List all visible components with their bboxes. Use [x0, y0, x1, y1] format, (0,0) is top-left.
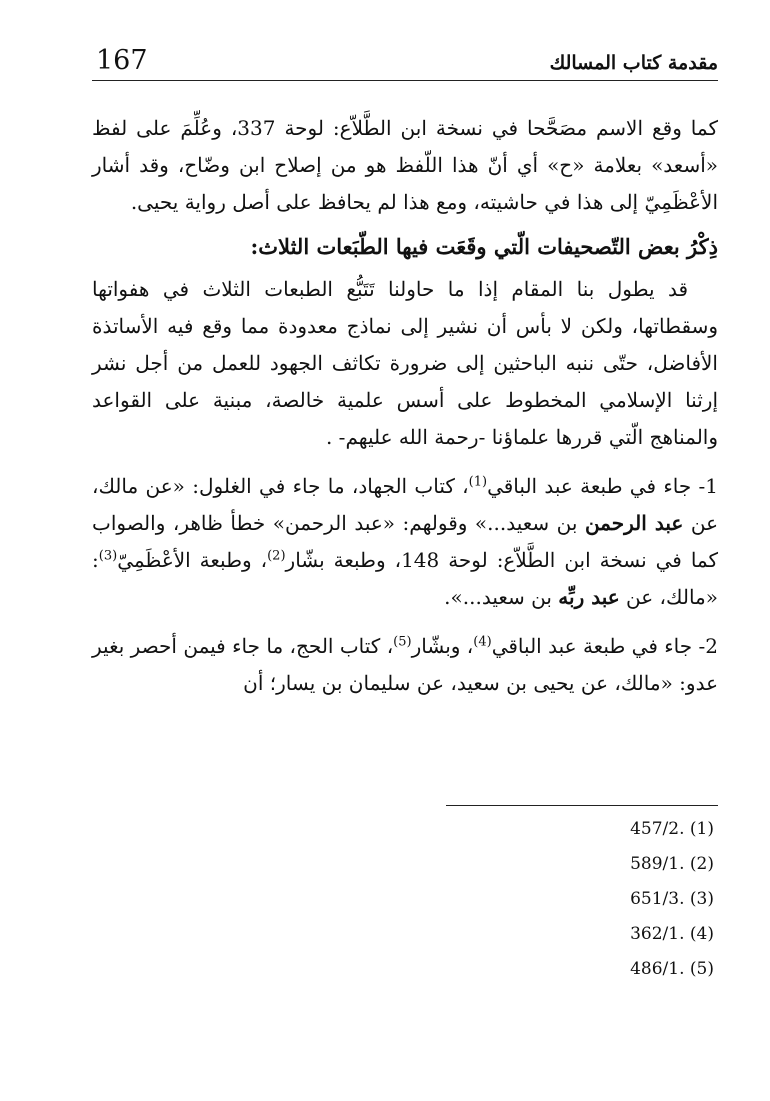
page-number: 167: [96, 45, 148, 76]
item-1-emphasis: عبد الرحمن: [584, 511, 684, 535]
footnotes-list: [92, 812, 718, 987]
paragraph-2-text: قد يطول بنا المقام إذا ما حاولنا تَتَبُّع الطبعات الثلاث في هفواتها وسقطاتها، ولكن لا بأس أن نشير إلى نماذج معدودة مما وقع فيه الأساتذة الأفاضل، حتّى ننبه الباحثين إلى ضرورة تكاثف الجهود للعمل من أجل نشر إرثنا الإسلامي المخطوط على أسس علمية خالصة، مبنية على القواعد والمناهج الّتي قررها علماؤنا -رحمة الله عليهم- .: [92, 277, 718, 449]
spacer: [92, 616, 718, 628]
footnote-number: (4): [689, 924, 714, 944]
item-2-text: 2- جاء في طبعة عبد الباقي: [491, 634, 718, 658]
footnote-item: [92, 917, 718, 952]
item-2-text: ، كتاب الحج، ما جاء فيمن أحصر بغير عدو: «مالك، عن يحيى بن سعيد، عن سليمان بن يسار؛ أن: [92, 634, 718, 695]
page-header: [92, 40, 718, 81]
footnote-item: [92, 882, 718, 917]
footnote-ref-4[interactable]: (4): [473, 634, 492, 650]
footnote-divider: [446, 805, 718, 806]
item-1-text: بن سعيد...».: [444, 585, 559, 609]
footnote-reference: .589/1: [630, 854, 685, 874]
footnote-number: (3): [689, 889, 714, 909]
item-1-emphasis: عبد ربِّه: [558, 585, 620, 609]
item-1-text: بن سعيد...» وقولهم: «عبد الرحمن» خطأ ظاهر، والصواب كما في نسخة ابن الطَّلاّع: لوحة 148، وطبعة بشّار: [92, 511, 719, 572]
paragraph-1-text: كما وقع الاسم مصَحَّحا في نسخة ابن الطَّلاّع: لوحة 337، وعُلِّمَ على لفظ «أسعد» بعلامة «ح» أي أنّ هذا اللّفظ هو من إصلاح ابن وضّاح، وقد أشار الأعْظَمِيّ إلى هذا في حاشيته، ومع هذا لم يحافظ على أصل رواية يحيى.: [92, 116, 719, 214]
footnote-item: [92, 847, 718, 882]
footnote-reference: .457/2: [630, 819, 685, 839]
list-item-1: [92, 468, 718, 616]
footnote-number: (1): [689, 819, 714, 839]
list-item-2: [92, 628, 718, 702]
paragraph-1: [92, 110, 718, 221]
footnote-number: (5): [689, 959, 714, 979]
footnote-reference: .651/3: [630, 889, 685, 909]
running-title: مقدمة كتاب المسالك: [549, 52, 718, 74]
footnote-ref-5[interactable]: (5): [393, 634, 412, 650]
footnote-reference: .486/1: [630, 959, 685, 979]
paragraph-2: [92, 271, 718, 456]
footnote-reference: .362/1: [630, 924, 685, 944]
spacer: [92, 456, 718, 468]
item-1-text: ، وطبعة الأعْظَمِيّ: [117, 548, 268, 572]
item-2-text: ، وبشّار: [411, 634, 474, 658]
item-1-text: ، كتاب الجهاد، ما جاء في الغلول: «عن مالك، عن: [92, 474, 719, 535]
item-1-text: 1- جاء في طبعة عبد الباقي: [487, 474, 718, 498]
footnote-ref-2[interactable]: (2): [267, 548, 286, 564]
footnote-number: (2): [689, 854, 714, 874]
page-body: [92, 110, 718, 702]
footnote-item: [92, 812, 718, 847]
item-1-text: : «مالك، عن: [92, 548, 718, 609]
footnote-ref-3[interactable]: (3): [98, 548, 118, 564]
footnote-item: [92, 952, 718, 987]
footnote-ref-1[interactable]: (1): [468, 474, 488, 490]
section-heading: ذِكْرُ بعض التّصحيفات الّتي وقَعَت فيها الطّبَعات الثلاث:: [250, 234, 718, 259]
